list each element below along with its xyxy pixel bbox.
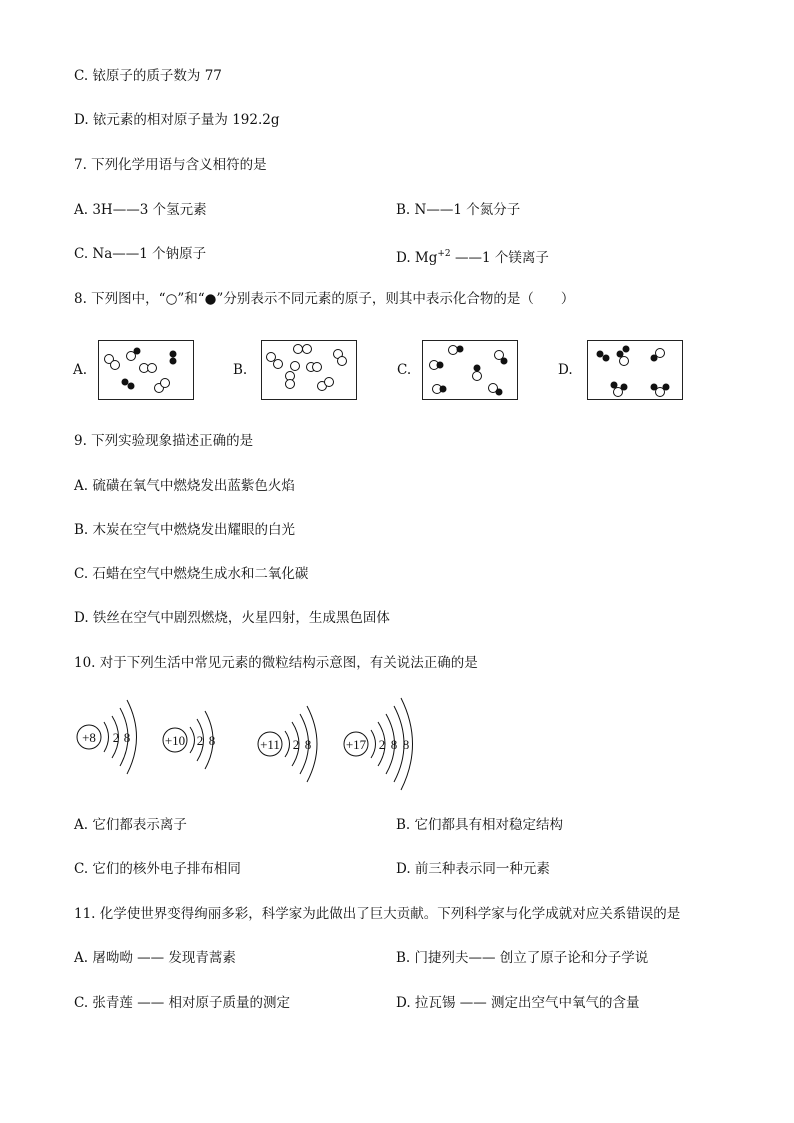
q8-label-d: D. [558, 362, 573, 378]
q9-option-a: A. 硫磺在氧气中燃烧发出蓝紫色火焰 [74, 478, 295, 494]
q8-label-a: A. [73, 362, 88, 378]
q11-option-b: B. 门捷列夫—— 创立了原子论和分子学说 [396, 950, 649, 966]
q8-label-c: C. [397, 362, 412, 378]
q8-label-b: B. [233, 362, 248, 378]
atom-4-shell-1: 2 [378, 737, 386, 752]
q7-option-d-prefix: D. Mg [396, 250, 438, 266]
atom-3-nucleus: +11 [260, 737, 280, 752]
q11-option-d: D. 拉瓦锡 —— 测定出空气中氧气的含量 [396, 995, 640, 1011]
atom-structure-4 [344, 698, 413, 790]
atom-3-shell-1: 2 [292, 737, 300, 752]
atom-4-nucleus: +17 [345, 737, 367, 752]
q7-option-b: B. N——1 个氮分子 [396, 202, 521, 218]
q7-option-d-suffix: ——1 个镁离子 [450, 250, 549, 266]
atom-structure-1 [77, 700, 137, 774]
atom-1-nucleus: +8 [82, 730, 96, 745]
q10-option-c: C. 它们的核外电子排布相同 [74, 861, 241, 877]
q9-option-b: B. 木炭在空气中燃烧发出耀眼的白光 [74, 522, 296, 538]
q10-option-b: B. 它们都具有相对稳定结构 [396, 817, 564, 833]
q8-stem: 8. 下列图中，“○”和“●”分别表示不同元素的原子，则其中表示化合物的是（ ） [74, 291, 575, 307]
q7-stem: 7. 下列化学用语与含义相符的是 [74, 157, 267, 173]
q9-option-d: D. 铁丝在空气中剧烈燃烧，火星四射，生成黑色固体 [74, 610, 390, 626]
q7-option-d-charge: +2 [437, 249, 451, 259]
atom-4-shell-3: 8 [402, 737, 410, 752]
q9-option-c: C. 石蜡在空气中燃烧生成水和二氧化碳 [74, 566, 309, 582]
q10-option-d: D. 前三种表示同一种元素 [396, 861, 550, 877]
atom-2-nucleus: +10 [164, 733, 186, 748]
q6-option-d: D. 铱元素的相对原子量为 192.2g [74, 112, 280, 128]
atom-1-shell-1: 2 [112, 730, 120, 745]
q7-option-a: A. 3H——3 个氢元素 [74, 202, 207, 218]
atom-4-shell-2: 8 [390, 737, 398, 752]
atom-2-shell-2: 8 [208, 733, 216, 748]
atom-3-shell-2: 8 [304, 737, 312, 752]
q10-option-a: A. 它们都表示离子 [74, 817, 187, 833]
atom-1-shell-2: 8 [123, 730, 131, 745]
q11-option-c: C. 张青莲 —— 相对原子质量的测定 [74, 995, 291, 1011]
q10-stem: 10. 对于下列生活中常见元素的微粒结构示意图，有关说法正确的是 [74, 655, 478, 671]
q9-stem: 9. 下列实验现象描述正确的是 [74, 433, 254, 449]
q11-option-a: A. 屠呦呦 —— 发现青蒿素 [74, 950, 236, 966]
atom-structure-2 [163, 711, 215, 769]
q6-option-c: C. 铱原子的质子数为 77 [74, 68, 222, 84]
q11-stem: 11. 化学使世界变得绚丽多彩，科学家为此做出了巨大贡献。下列科学家与化学成就对应关系错误的是 [74, 906, 681, 922]
atom-structure-3 [258, 706, 317, 782]
q7-option-c: C. Na——1 个钠原子 [74, 246, 207, 262]
atom-2-shell-1: 2 [196, 733, 204, 748]
